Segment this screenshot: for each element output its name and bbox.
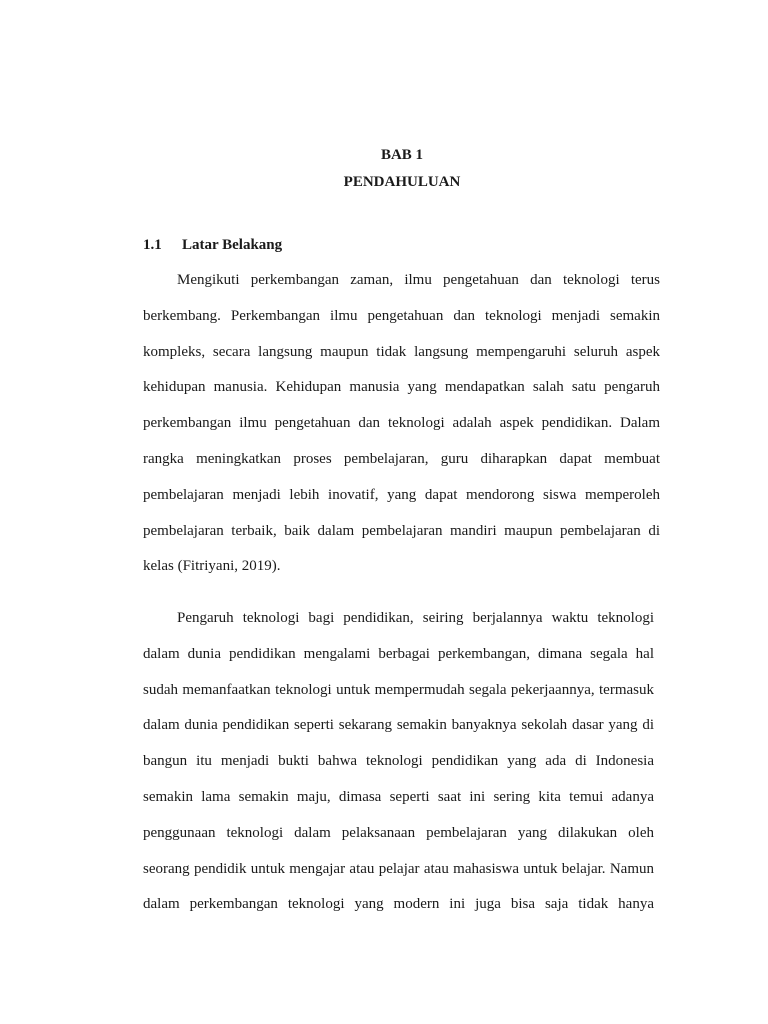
paragraph-line: bangun itu menjadi bukti bahwa teknologi pendidikan yang ada di Indonesia [143,753,654,770]
paragraph-line: semakin lama semakin maju, dimasa seperti saat ini sering kita temui adanya [143,788,654,805]
paragraph-line: penggunaan teknologi dalam pelaksanaan pembelajaran yang dilakukan oleh [143,824,654,841]
chapter-number: BAB 1 [380,147,424,163]
paragraph-line: kelas (Fitriyani, 2019). [143,558,281,575]
paragraph-line: pembelajaran terbaik, baik dalam pembelajaran mandiri maupun pembelajaran di [143,522,660,539]
paragraph-line: kompleks, secara langsung maupun tidak langsung mempengaruhi seluruh aspek [143,343,660,360]
paragraph-line: Pengaruh teknologi bagi pendidikan, seiring berjalannya waktu teknologi [177,610,654,626]
paragraph-line: dalam dunia pendidikan mengalami berbagai perkembangan, dimana segala hal [143,645,654,662]
paragraph-line: dalam dunia pendidikan seperti sekarang semakin banyaknya sekolah dasar yang di [143,717,654,734]
paragraph-line: berkembang. Perkembangan ilmu pengetahuan dan teknologi menjadi semakin [143,307,660,324]
paragraph-line: dalam perkembangan teknologi yang modern ini juga bisa saja tidak hanya [143,896,654,913]
section-title: Latar Belakang [182,237,283,253]
paragraph-line: rangka meningkatkan proses pembelajaran, guru diharapkan dapat membuat [143,450,660,467]
paragraph-2 [143,609,654,931]
chapter-title: PENDAHULUAN [343,174,461,190]
section-number: 1.1 [143,237,162,253]
paragraph-line: kehidupan manusia. Kehidupan manusia yang mendapatkan salah satu pengaruh [143,379,660,396]
paragraph-line: pembelajaran menjadi lebih inovatif, yang dapat mendorong siswa memperoleh [143,486,660,503]
paragraph-line: Mengikuti perkembangan zaman, ilmu pengetahuan dan teknologi terus [177,272,660,288]
paragraph-1 [143,271,660,593]
paragraph-line: sudah memanfaatkan teknologi untuk mempermudah segala pekerjaannya, termasuk [143,681,654,698]
paragraph-line: seorang pendidik untuk mengajar atau pelajar atau mahasiswa untuk belajar. Namun [143,860,654,877]
section-heading [143,236,282,254]
paragraph-line: perkembangan ilmu pengetahuan dan teknologi adalah aspek pendidikan. Dalam [143,415,660,432]
